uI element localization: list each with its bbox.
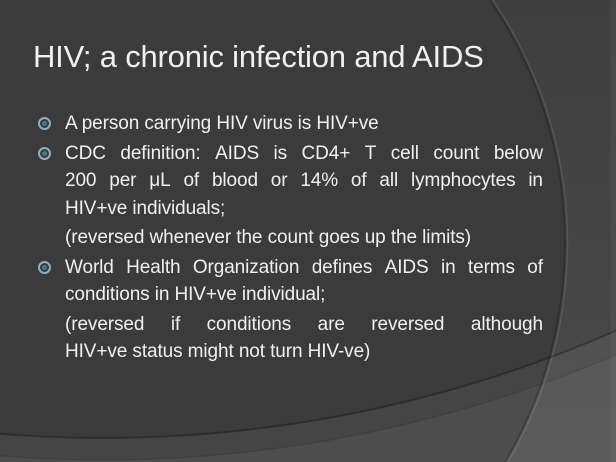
bullet-item: [33, 140, 543, 223]
word: 200: [65, 170, 97, 191]
bullet-line: HIV+ve status might not turn HIV-ve): [65, 341, 371, 362]
bullet-item: [33, 254, 543, 309]
word: in: [528, 170, 543, 191]
word: lymphocytes: [410, 170, 516, 191]
continuation-item: [33, 311, 543, 366]
word: per: [109, 170, 137, 191]
word: cell: [390, 142, 419, 164]
word: is: [273, 142, 288, 164]
bullet-icon: [38, 117, 51, 130]
bullet-line: (reversed whenever the count goes up the limits): [65, 227, 472, 248]
word: of: [350, 170, 367, 191]
slide-title: HIV; a chronic infection and AIDS: [33, 39, 484, 74]
word: of: [183, 170, 200, 191]
continuation-item: [33, 224, 543, 252]
word: count: [433, 142, 480, 164]
word: terms: [467, 256, 515, 278]
word: T: [364, 142, 377, 164]
word: defines: [311, 256, 373, 278]
word: below: [493, 142, 543, 164]
word: are: [317, 313, 345, 335]
bullet-line: HIV+ve individuals;: [65, 197, 226, 219]
word: definition:: [120, 142, 201, 164]
word: AIDS: [384, 256, 429, 278]
bullet-line: [65, 140, 543, 168]
word: if: [170, 313, 181, 335]
word: CDC: [65, 142, 106, 164]
word: blood: [211, 170, 258, 191]
word: of: [527, 256, 543, 278]
bullet-line: A person carrying HIV virus is HIV+ve: [65, 113, 379, 134]
bullet-line: [65, 167, 543, 195]
word: all: [379, 170, 399, 191]
bullet-list: [33, 110, 543, 366]
bullet-icon: [38, 261, 51, 274]
word: World: [65, 256, 114, 278]
word: in: [440, 256, 456, 278]
bullet-line: conditions in HIV+ve individual;: [65, 284, 326, 305]
word: 14%: [300, 170, 339, 191]
word: conditions: [206, 313, 292, 335]
word: Organization: [192, 256, 300, 278]
bullet-line: [65, 254, 543, 282]
word: CD4+: [301, 142, 351, 164]
bullet-item: [33, 110, 543, 138]
word: μL: [149, 170, 171, 191]
bullet-line: [65, 311, 543, 339]
word: reversed: [371, 313, 445, 335]
word: although: [470, 313, 543, 335]
word: or: [270, 170, 288, 191]
word: AIDS: [215, 142, 260, 164]
word: (reversed: [65, 313, 145, 335]
bullet-icon: [38, 147, 51, 160]
word: Health: [126, 256, 181, 278]
